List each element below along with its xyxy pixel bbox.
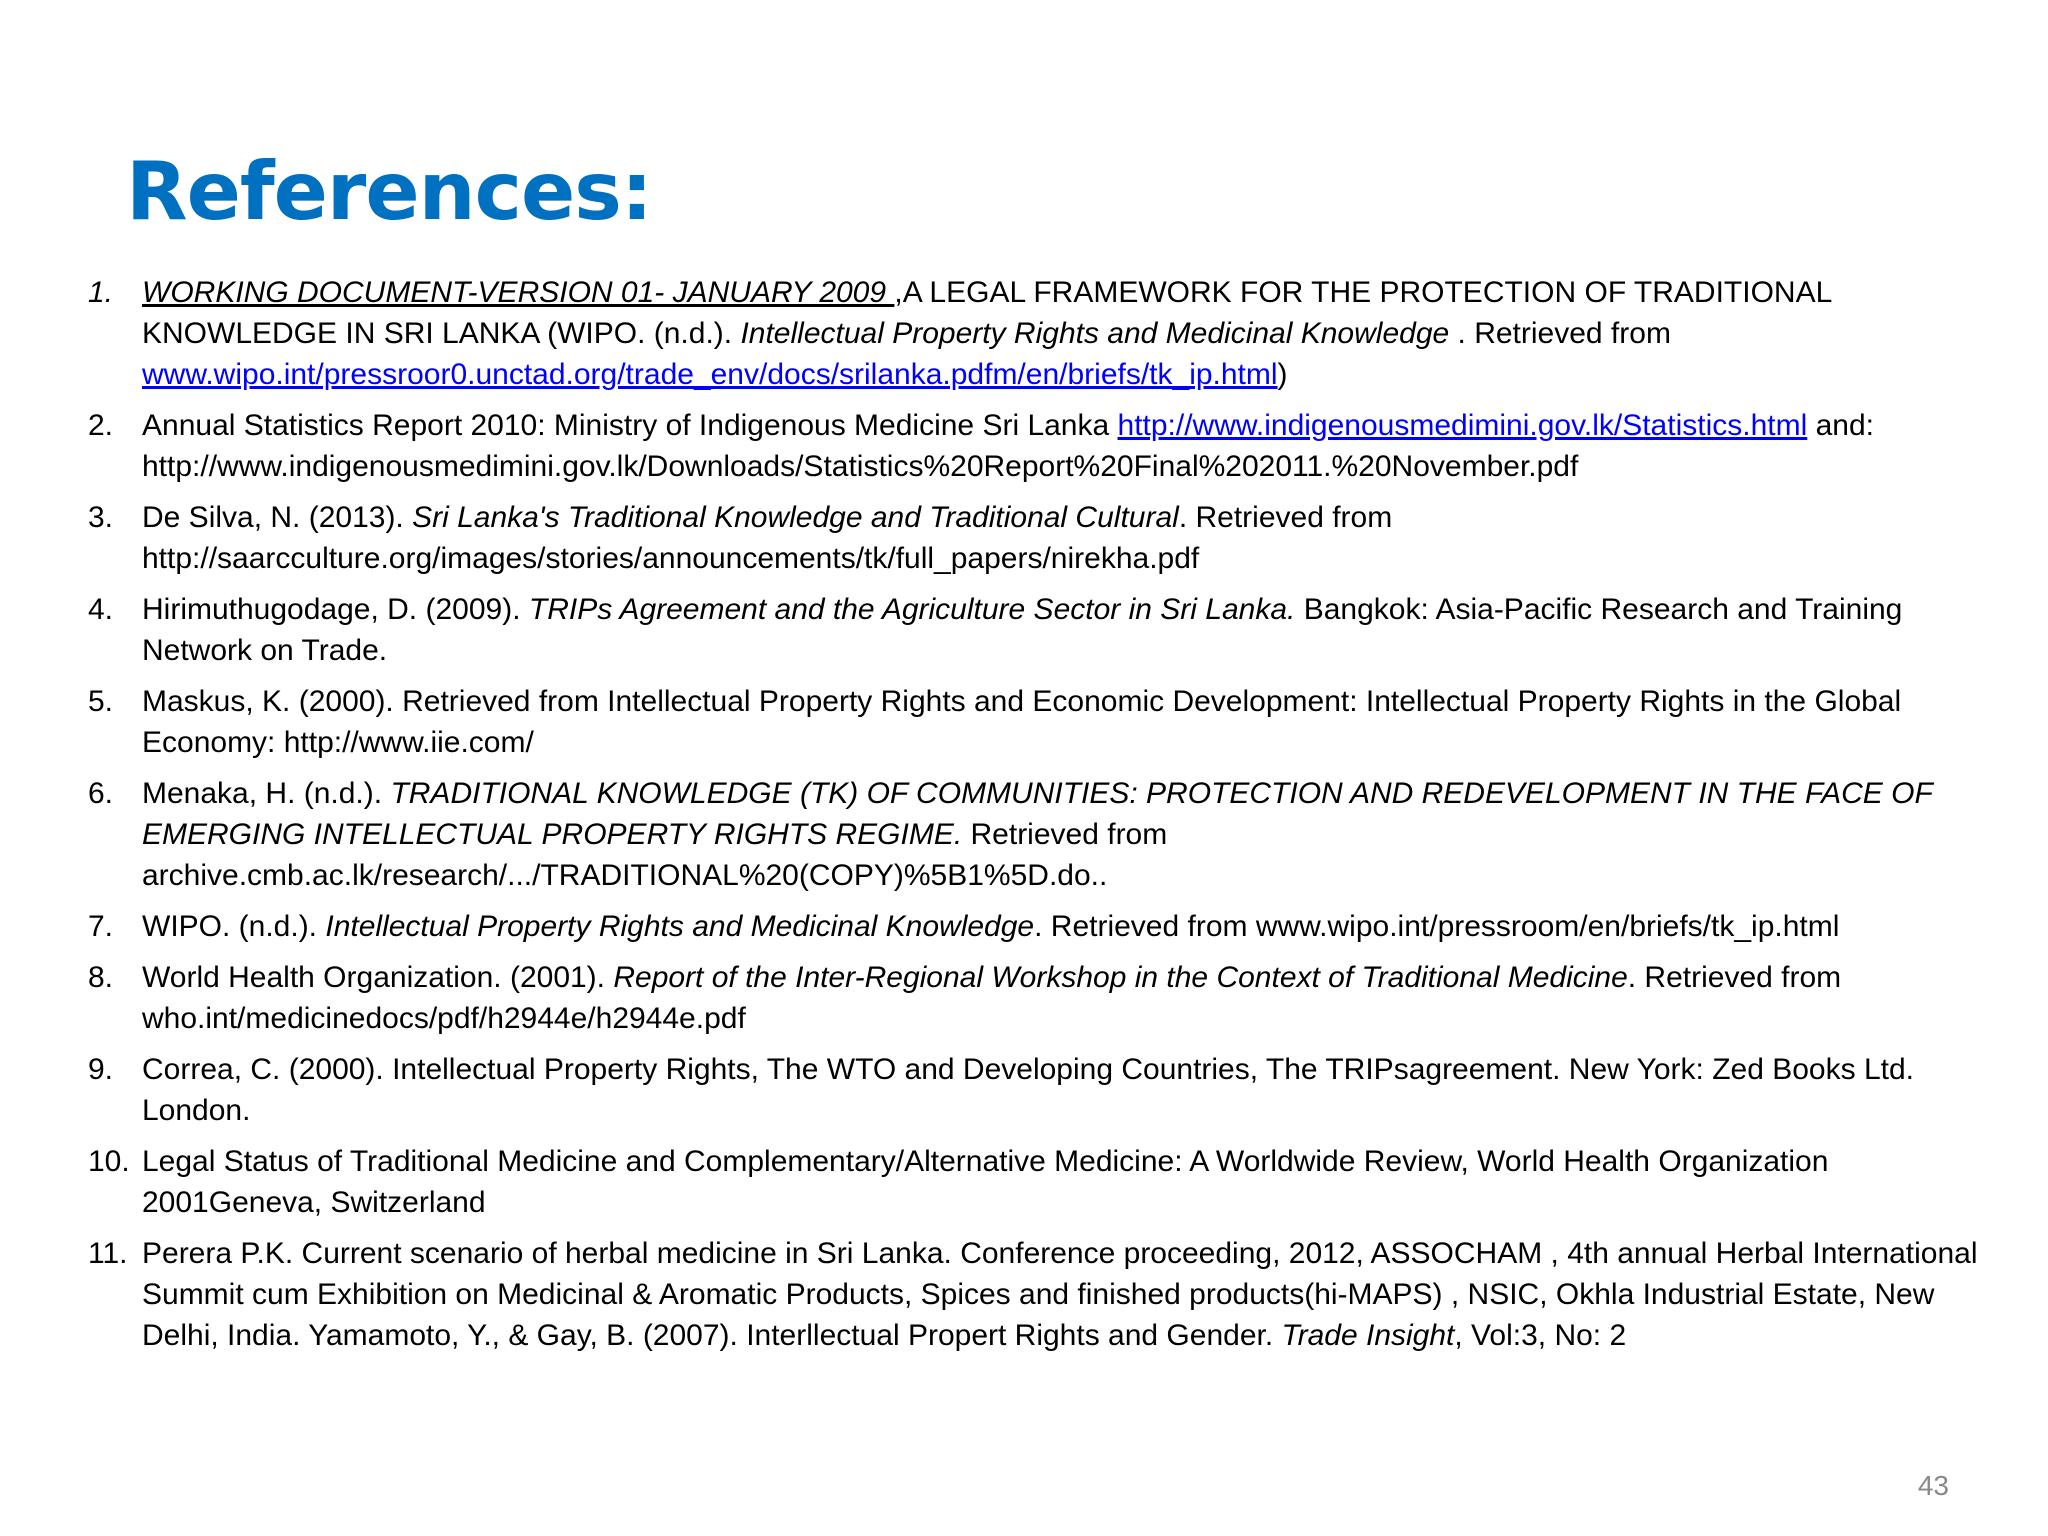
reference-number: 7. [88,910,114,943]
reference-text: WIPO. (n.d.). [142,910,326,943]
page-number: 43 [1917,1470,1949,1501]
reference-doc-title: WORKING DOCUMENT-VERSION 01- JANUARY 2009 [142,276,895,309]
reference-number: 4. [88,593,114,626]
reference-text: Bangkok: Asia-Pacific Research and Training Network on Trade. [142,593,1903,667]
reference-work-title: Report of the Inter-Regional Workshop in the Context of Traditional Medicine [613,961,1628,994]
reference-item-9 [88,1049,2000,1131]
reference-number: 8. [88,961,114,994]
reference-text: . Retrieved from who.int/medicinedocs/pdf/h2944e/h2944e.pdf [142,961,1842,1035]
reference-item-3 [88,497,2000,579]
reference-number: 3. [88,501,114,534]
reference-number: 1. [88,276,114,309]
reference-text: Annual Statistics Report 2010: Ministry of Indigenous Medicine Sri Lanka [142,409,1118,442]
reference-work-title: TRADITIONAL KNOWLEDGE (TK) OF COMMUNITIES: PROTECTION AND REDEVELOPMENT IN THE FACE OF EMERGING INTELLECTUAL PROPERTY RIGHTS REGIME. [142,777,1933,851]
reference-item-8 [88,957,2000,1039]
reference-text: . Retrieved from [1449,317,1671,350]
reference-text: ,A LEGAL FRAMEWORK FOR THE PROTECTION OF TRADITIONAL KNOWLEDGE IN SRI LANKA (WIPO. (n.d.). [142,276,1832,350]
reference-text: Retrieved from archive.cmb.ac.lk/research/.../TRADITIONAL%20(COPY)%5B1%5D.do.. [142,818,1168,892]
reference-text: De Silva, N. (2013). [142,501,413,534]
reference-text: Maskus, K. (2000). Retrieved from Intellectual Property Rights and Economic Development: Intellectual Property Rights in the Global Economy: http://www.iie.com/ [142,685,1902,759]
reference-text: and: http://www.indigenousmedimini.gov.lk/Downloads/Statistics%20Report%20Final%202011.%20November.pdf [142,409,1874,483]
reference-item-2 [88,405,2000,487]
reference-number: 9. [88,1053,114,1086]
reference-text: . Retrieved from www.wipo.int/pressroom/en/briefs/tk_ip.html [1034,910,1840,943]
reference-text: Perera P.K. Current scenario of herbal medicine in Sri Lanka. Conference proceeding, 2012, ASSOCHAM , 4th annual Herbal International Summit cum Exhibition on Medicinal & Aromatic Products, Spices and finished products(hi-MAPS) , NSIC, Okhla Industrial Estate, New Delhi, India. Yamamoto, Y., & Gay, B. (2007). Interllectual Propert Rights and Gender. [142,1237,1978,1352]
reference-number: 10. [88,1145,130,1178]
reference-text: , Vol:3, No: 2 [1454,1319,1627,1352]
reference-work-title: TRIPs Agreement and the Agriculture Sector in Sri Lanka. [528,593,1296,626]
reference-item-4 [88,589,2000,671]
reference-number: 2. [88,409,114,442]
reference-link[interactable]: www.wipo.int/pressroor0.unctad.org/trade_env/docs/srilanka.pdfm/en/briefs/tk_ip.html [142,358,1278,391]
reference-text: Legal Status of Traditional Medicine and Complementary/Alternative Medicine: A Worldwide Review, World Health Organization 2001Geneva, Switzerland [142,1145,1829,1219]
reference-item-10 [88,1141,2000,1223]
reference-text: Menaka, H. (n.d.). [142,777,391,810]
reference-link[interactable]: http://www.indigenousmedimini.gov.lk/Statistics.html [1117,409,1808,442]
reference-text: ) [1277,358,1288,391]
reference-text: World Health Organization. (2001). [142,961,614,994]
reference-item-7 [88,906,2000,947]
reference-item-11 [88,1233,2000,1356]
reference-item-1 [88,272,2000,395]
reference-number: 11. [88,1237,128,1270]
reference-number: 6. [88,777,114,810]
reference-number: 5. [88,685,114,718]
reference-work-title: Intellectual Property Rights and Medicinal Knowledge [740,317,1450,350]
reference-text: Hirimuthugodage, D. (2009). [142,593,529,626]
reference-text: Correa, C. (2000). Intellectual Property Rights, The WTO and Developing Countries, The TRIPsagreement. New York: Zed Books Ltd. London. [142,1053,1914,1127]
reference-item-5 [88,681,2000,763]
reference-item-6 [88,773,2000,896]
reference-list [88,272,2000,1366]
reference-work-title: Intellectual Property Rights and Medicinal Knowledge [325,910,1035,943]
page-title: References: [126,145,652,238]
reference-work-title: Trade Insight [1281,1319,1455,1352]
reference-text: . Retrieved from http://saarcculture.org/images/stories/announcements/tk/full_papers/nirekha.pdf [142,501,1393,575]
reference-work-title: Sri Lanka's Traditional Knowledge and Traditional Cultural [412,501,1179,534]
